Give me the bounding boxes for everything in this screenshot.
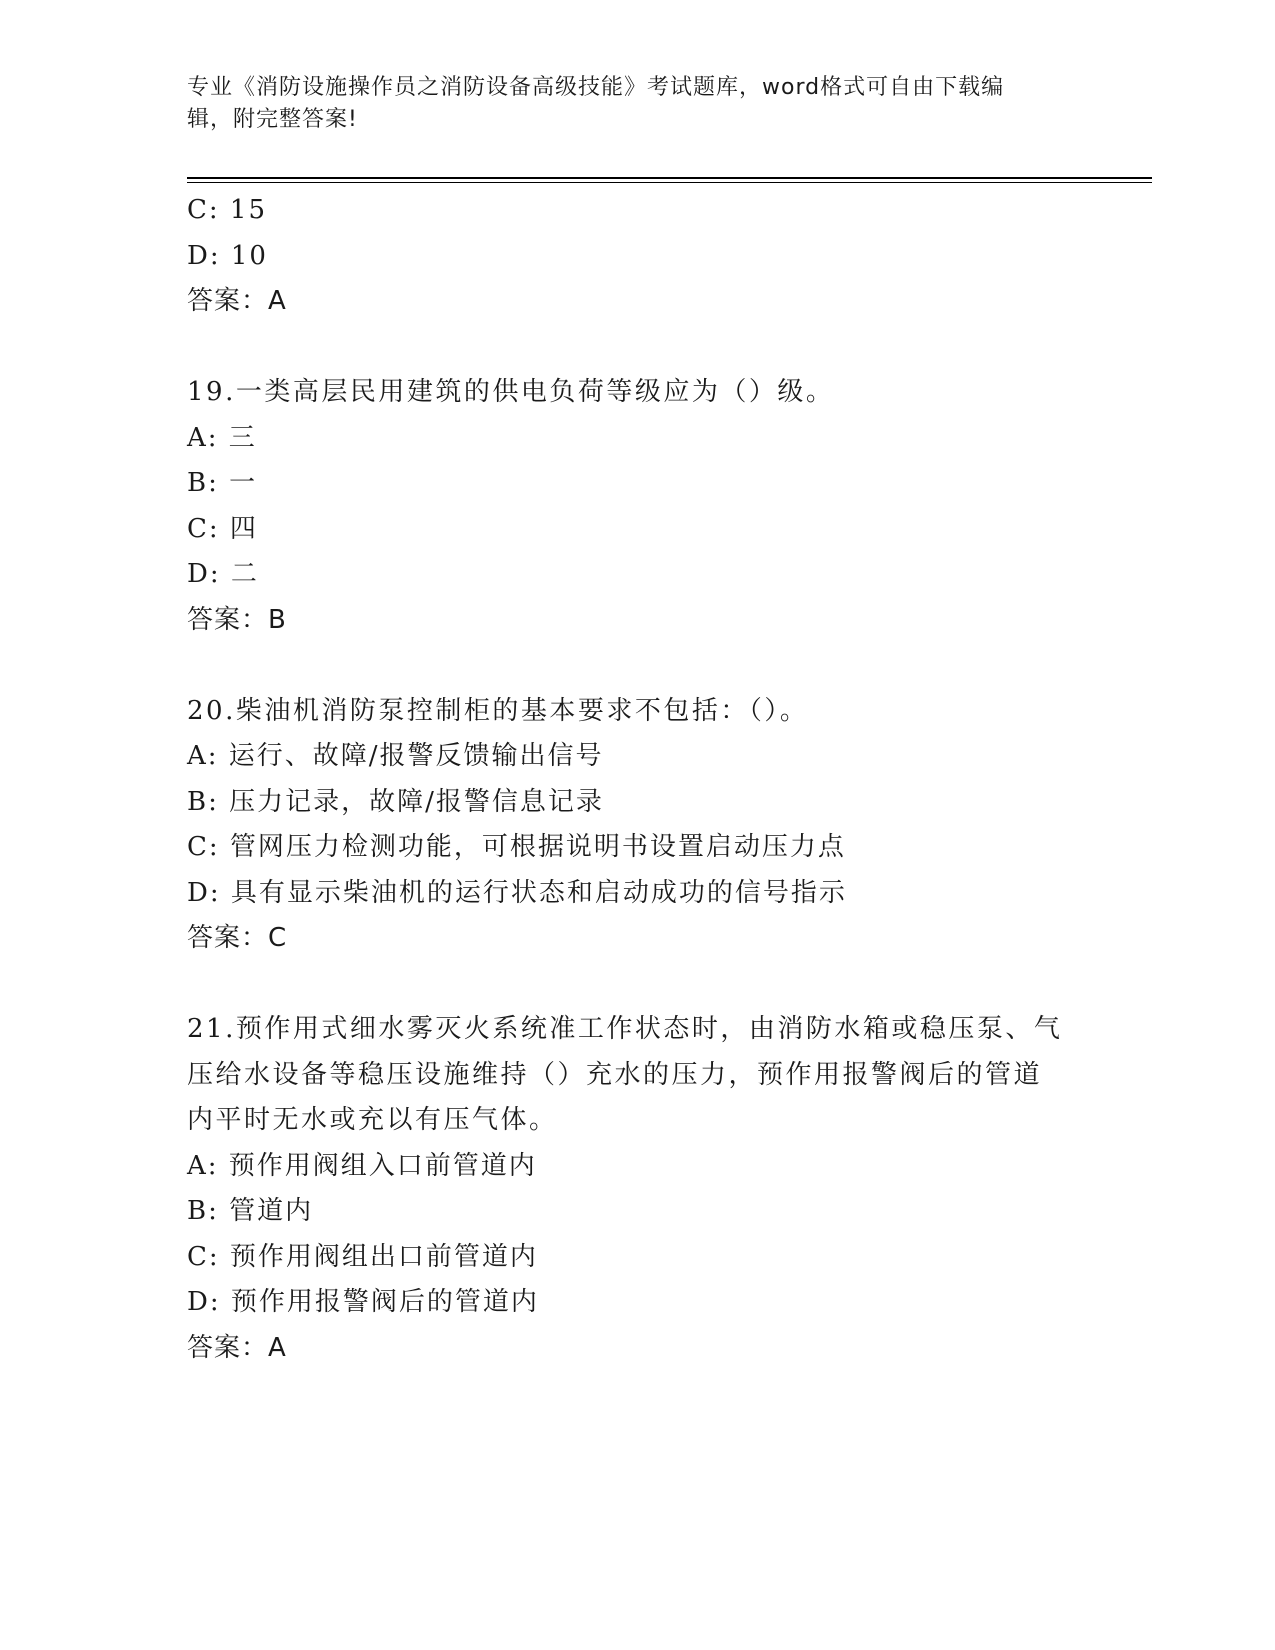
header-line-1: 专业《消防设施操作员之消防设备高级技能》考试题库，word格式可自由下载编 <box>187 75 1005 100</box>
header-line-2: 辑，附完整答案! <box>187 107 358 132</box>
question-19 <box>187 370 1087 643</box>
header-divider-thick <box>187 177 1152 179</box>
option-d: D: 预作用报警阀后的管道内 <box>187 1287 539 1317</box>
question-stem: 20.柴油机消防泵控制柜的基本要求不包括：（）。 <box>187 695 809 726</box>
question-21 <box>187 1007 1087 1371</box>
option-c: C: 管网压力检测功能，可根据说明书设置启动压力点 <box>187 832 846 862</box>
option-d: D: 具有显示柴油机的运行状态和启动成功的信号指示 <box>187 877 847 908</box>
option-a: A: 运行、故障/报警反馈输出信号 <box>187 741 604 771</box>
option-d: D: 10 <box>187 240 268 271</box>
option-c: C: 15 <box>187 195 268 225</box>
option-c: C: 预作用阀组出口前管道内 <box>187 1241 538 1272</box>
question-stem-line-3: 内平时无水或充以有压气体。 <box>187 1105 558 1135</box>
spacer <box>187 325 1087 371</box>
option-d: D: 二 <box>187 559 259 589</box>
question-stem-line-2: 压给水设备等稳压设施维持（）充水的压力，预作用报警阀后的管道 <box>187 1059 1043 1090</box>
option-a: A: 预作用阀组入口前管道内 <box>187 1150 537 1181</box>
option-c: C: 四 <box>187 513 258 544</box>
answer-line: 答案：B <box>187 604 287 635</box>
option-b: B: 压力记录，故障/报警信息记录 <box>187 786 604 817</box>
question-stem-line-1: 21.预作用式细水雾灭火系统准工作状态时，由消防水箱或稳压泵、气 <box>187 1014 1063 1044</box>
document-header <box>187 72 1067 136</box>
question-stem: 19.一类高层民用建筑的供电负荷等级应为（）级。 <box>187 377 835 407</box>
answer-line: 答案：A <box>187 1332 287 1363</box>
answer-line: 答案：A <box>187 286 287 316</box>
spacer <box>187 643 1087 689</box>
answer-line: 答案：C <box>187 923 288 953</box>
option-a: A: 三 <box>187 422 257 453</box>
option-b: B: 一 <box>187 468 258 498</box>
question-18-continued <box>187 188 1087 325</box>
header-divider-thin <box>187 182 1152 183</box>
question-20 <box>187 689 1087 962</box>
option-b: B: 管道内 <box>187 1196 314 1226</box>
question-content <box>187 188 1087 1371</box>
spacer <box>187 962 1087 1008</box>
